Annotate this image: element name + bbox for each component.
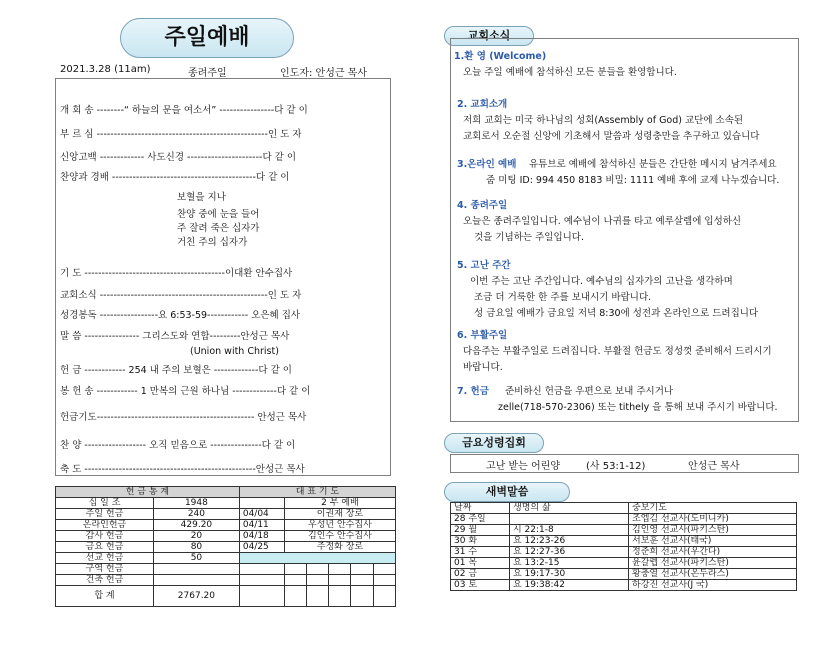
page-title: 주일예배 [120,18,294,58]
order-item: 축 도 --------------------------------------------------안성근 목사 [60,464,305,475]
friday-text: 고난 받는 어린양 [486,461,560,472]
news-inline: 준비하신 헌금을 우편으로 보내 주시거나 [505,386,674,397]
news-line: 저희 교회는 미국 하나님의 성회(Assembly of God) 교단에 소속된 [463,115,744,126]
prayer-empty [284,586,306,607]
offering-label: 주일 헌금 [56,509,154,520]
offering-value: 240 [153,509,239,520]
dawn-title: 새벽말씀 [444,482,570,502]
dawn-day: 31 수 [451,547,510,558]
dawn-day: 28 주일 [451,514,510,525]
offering-label: 금요 헌금 [56,542,154,553]
news-line: 오늘 주일 예배에 참석하신 모든 분들을 환영합니다. [463,67,677,78]
news-line: 줌 미팅 ID: 994 450 8183 비밀: 1111 예배 후에 교제 나누겠습니다. [486,175,780,186]
dawn-prayer: 조엡김 선교사(도미니카) [629,514,797,525]
service-name: 종려주일 [188,68,227,79]
offering-row [56,498,396,509]
dawn-row [451,525,797,536]
news-heading: 2. 교회소개 [457,99,508,110]
prayer-empty [284,575,306,586]
prayer-header: 대 표 기 도 [239,487,395,498]
prayer-date: 04/11 [239,520,284,531]
order-item: 봉 헌 송 ------------ 1 만복의 근원 하나님 -------------다 같 이 [60,386,311,397]
offering-row [56,575,396,586]
prayer-empty [373,575,395,586]
offering-value: 2767.20 [153,586,239,607]
dawn-text: 요 19:38:42 [510,580,629,591]
prayer-empty [351,575,373,586]
offering-row [56,564,396,575]
order-item: 성경봉독 -----------------요 6:53-59------------ 오은혜 집사 [60,310,301,321]
order-item: 헌 금 ------------ 254 내 주의 보혈은 -------------다 같 이 [60,365,292,376]
news-heading: 3.온라인 예배 [457,159,517,170]
prayer-empty [351,564,373,575]
offering-row [56,520,396,531]
dawn-text: 요 12:27-36 [510,547,629,558]
dawn-prayer: 서보훈 선교사(태국) [629,536,797,547]
news-line: 교회로서 오순절 신앙에 기초해서 말씀과 성령충만을 추구하고 있습니다 [463,131,760,142]
prayer-empty [329,575,351,586]
order-item: 신앙고백 ------------- 사도신경 ----------------------다 같 이 [60,152,297,163]
offering-row [56,586,396,607]
news-line: 성 금요일 예배가 금요일 저녁 8:30에 성전과 온라인으로 드려집니다 [474,308,759,319]
service-date: 2021.3.28 (11am) [60,64,151,75]
dawn-col-date: 날짜 [451,503,510,514]
dawn-day: 30 화 [451,536,510,547]
news-line: 것을 기념하는 주일입니다. [474,232,585,243]
order-item: 찬양 중에 눈을 들어 [177,209,260,220]
news-inline: 유튜브로 예배에 참석하신 분들은 간단한 메시지 남겨주세요 [529,159,777,170]
order-item: 찬양과 경배 ------------------------------------------다 같 이 [60,172,290,183]
dawn-prayer: 하강진 선교사(J 국) [629,580,797,591]
dawn-table [450,502,797,591]
offering-value: 20 [153,531,239,542]
friday-ref: (사 53:1-12) [586,461,646,472]
friday-speaker: 안성근 목사 [688,461,740,472]
order-item: 거친 주의 십자가 [177,237,248,248]
prayer-name: 2 부 예배 [284,498,395,509]
news-heading: 1.환 영 (Welcome) [454,51,547,62]
offering-row [56,542,396,553]
prayer-empty [239,586,284,607]
offering-value: 429.20 [153,520,239,531]
news-line: 다음주는 부활주일로 드려집니다. 부활절 헌금도 정성껏 준비해서 드리시기 [463,346,772,357]
offering-value: 1948 [153,498,239,509]
offering-value: 50 [153,553,239,564]
prayer-empty [239,575,284,586]
prayer-empty [307,586,329,607]
news-heading: 7. 헌금 [457,386,489,397]
dawn-day: 03 토 [451,580,510,591]
dawn-prayer: 윤갈렙 선교사(파키스탄) [629,558,797,569]
prayer-name: 이권재 장로 [284,509,395,520]
news-line: zelle(718-570-2306) 또는 tithely 을 통해 보내 주시기 바랍니다. [498,402,778,413]
offering-label: 합 계 [56,586,154,607]
prayer-empty [307,575,329,586]
offering-label: 구역 헌금 [56,564,154,575]
dawn-row [451,514,797,525]
offering-label: 건축 헌금 [56,575,154,586]
prayer-date: 04/04 [239,509,284,520]
offering-table [55,486,396,607]
service-leader: 인도자: 안성근 목사 [280,68,368,79]
prayer-empty [239,553,395,564]
dawn-row [451,536,797,547]
news-heading: 4. 종려주일 [457,200,508,211]
dawn-text: 요 12:23-26 [510,536,629,547]
order-item: 교회소식 -------------------------------------------------인 도 자 [60,290,302,301]
prayer-name: 김인수 안수집사 [284,531,395,542]
dawn-day: 29 월 [451,525,510,536]
order-item: 보혈을 지나 [177,192,226,203]
dawn-prayer: 황충열 선교사(온두라스) [629,569,797,580]
news-line: 조금 더 거룩한 한 주를 보내시기 바랍니다. [474,292,652,303]
dawn-row [451,547,797,558]
offering-label: 감사 헌금 [56,531,154,542]
prayer-empty [307,564,329,575]
offering-label: 온라인헌금 [56,520,154,531]
offering-row [56,553,396,564]
offering-header: 헌 금 통 계 [56,487,240,498]
order-item: 말 씀 ---------------- 그리스도와 연합---------안성근 목사 [60,331,290,342]
dawn-text: 요 19:17-30 [510,569,629,580]
news-line: 오늘은 종려주일입니다. 예수님이 나귀를 타고 예루살렘에 입성하신 [463,216,742,227]
news-line: 이번 주는 고난 주간입니다. 예수님의 십자가의 고난을 생각하며 [470,276,733,287]
dawn-col-prayer: 중보기도 [629,503,797,514]
order-item: 헌금기도---------------------------------------------- 안성근 목사 [60,412,307,423]
prayer-empty [373,586,395,607]
prayer-empty [351,586,373,607]
offering-label: 선교 헌금 [56,553,154,564]
dawn-prayer: 정준희 선교사(우간다) [629,547,797,558]
prayer-name: 주정화 장로 [284,542,395,553]
prayer-empty [239,564,284,575]
dawn-day: 01 목 [451,558,510,569]
dawn-text: 요 13:2-15 [510,558,629,569]
prayer-date [239,498,284,509]
dawn-col-text: 생명의 삶 [510,503,629,514]
order-item: 찬 양 ------------------ 오직 믿음으로 ---------------다 같 이 [60,440,296,451]
order-item: 부 르 심 --------------------------------------------------인 도 자 [60,129,302,140]
offering-row [56,531,396,542]
dawn-row [451,569,797,580]
dawn-prayer: 김인영 선교사(파키스탄) [629,525,797,536]
dawn-row [451,558,797,569]
prayer-empty [373,564,395,575]
news-title: 교회소식 [444,26,534,46]
dawn-text: 시 22:1-8 [510,525,629,536]
offering-value: 80 [153,542,239,553]
order-item: 주 잘려 죽은 십자가 [177,223,260,234]
prayer-empty [284,564,306,575]
prayer-name: 우성년 안수집사 [284,520,395,531]
dawn-day: 02 금 [451,569,510,580]
offering-value [153,575,239,586]
news-heading: 5. 고난 주간 [457,260,511,271]
dawn-text [510,514,629,525]
order-item: (Union with Christ) [190,346,279,357]
order-item: 기 도 -----------------------------------------이대환 안수집사 [60,268,293,279]
offering-row [56,509,396,520]
offering-value [153,564,239,575]
order-item: 개 회 송 --------“ 하늘의 문을 여소서” ----------------다 같 이 [60,105,308,116]
prayer-date: 04/25 [239,542,284,553]
prayer-empty [329,586,351,607]
prayer-date: 04/18 [239,531,284,542]
dawn-row [451,580,797,591]
offering-label: 십 일 조 [56,498,154,509]
news-line: 바랍니다. [463,362,503,373]
prayer-empty [329,564,351,575]
news-heading: 6. 부활주일 [457,330,508,341]
friday-title: 금요성령집회 [444,433,544,453]
